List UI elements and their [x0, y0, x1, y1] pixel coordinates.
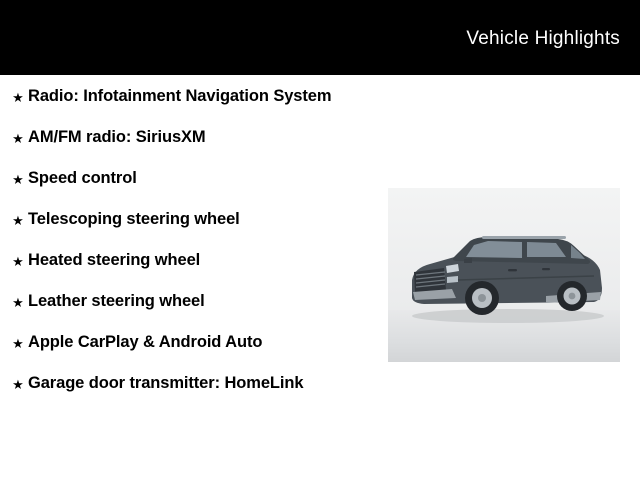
- feature-label: Heated steering wheel: [28, 251, 201, 269]
- star-bullet-icon: ★: [12, 213, 24, 228]
- list-item: [8, 85, 368, 109]
- page-title: Vehicle Highlights: [466, 28, 620, 49]
- star-bullet-icon: ★: [12, 254, 24, 269]
- list-item: [8, 208, 368, 232]
- list-item: [8, 126, 368, 150]
- feature-label: Garage door transmitter: HomeLink: [28, 374, 304, 392]
- feature-label: AM/FM radio: SiriusXM: [28, 128, 206, 146]
- list-item: [8, 290, 368, 314]
- feature-label: Radio: Infotainment Navigation System: [28, 87, 332, 105]
- feature-label: Leather steering wheel: [28, 292, 205, 310]
- star-bullet-icon: ★: [12, 90, 24, 105]
- star-bullet-icon: ★: [12, 295, 24, 310]
- list-item: [8, 372, 368, 396]
- features-list: [8, 85, 368, 413]
- list-item: [8, 167, 368, 191]
- feature-label: Apple CarPlay & Android Auto: [28, 333, 263, 351]
- vehicle-photo: [388, 188, 620, 362]
- feature-label: Speed control: [28, 169, 137, 187]
- feature-label: Telescoping steering wheel: [28, 210, 240, 228]
- suv-illustration: [396, 228, 612, 328]
- list-item: [8, 331, 368, 355]
- star-bullet-icon: ★: [12, 131, 24, 146]
- star-bullet-icon: ★: [12, 336, 24, 351]
- content-area: [0, 75, 640, 480]
- header-bar: [0, 0, 640, 75]
- star-bullet-icon: ★: [12, 377, 24, 392]
- list-item: [8, 249, 368, 273]
- star-bullet-icon: ★: [12, 172, 24, 187]
